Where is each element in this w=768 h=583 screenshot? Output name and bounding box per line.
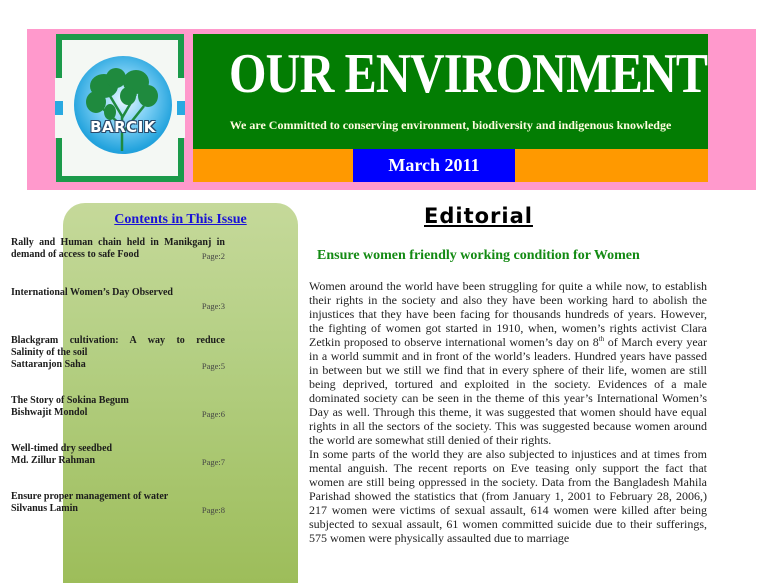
logo-frame-tab [55,101,63,115]
toc-item-page: Page:3 [201,301,225,311]
toc-item[interactable] [11,237,225,261]
toc-item-title: Ensure proper management of water [11,491,169,502]
toc-item-author: Silvanus Lamin [11,503,78,514]
title-banner [193,34,708,149]
editorial-paragraph: In some parts of the world they are also subjected to injustices and at times from mental anguish. The recent reports on Eve teasing only support the fact that women are still being oppressed in the society. Data from the Bangladesh Mahila Parishad showed the statistics that (from January 1, 2001 to February 28, 2006,) 217 women were victims of sexual assault, 614 women were killed after being subjected to sexual assault, 61 women committed suicide due to their sufferings, 575 women were physically assaulted due to marriage [309,447,707,545]
toc-item[interactable] [11,395,225,419]
editorial-section-title: Editorial [424,204,533,228]
toc-item[interactable] [11,443,225,467]
toc-item[interactable] [11,335,225,371]
toc-title[interactable]: Contents in This Issue [114,212,247,227]
globe-tree-icon [74,56,172,154]
toc-item-title: Rally and Human chain held in Manikganj in [11,237,225,248]
toc-item-page: Page:7 [201,457,225,467]
toc-item-title: Well-timed dry seedbed [11,443,113,454]
toc-item-title: Blackgram cultivation: A way to reduce [11,335,225,346]
toc-item-title: Salinity of the soil [11,347,88,358]
logo-text: BARCIK [90,118,156,136]
toc-item-title: The Story of Sokina Begum [11,395,129,406]
toc-item-author: Bishwajit Mondol [11,407,88,418]
toc-item-title: demand of access to safe Food [11,249,140,260]
toc-item[interactable] [11,287,225,311]
editorial-body [309,279,707,545]
issue-date: March 2011 [353,149,515,182]
newsletter-title: OUR ENVIRONMENT [229,43,708,105]
tagline: We are Committed to conserving environment, biodiversity and indigenous knowledge [229,118,672,132]
toc-item-page: Page:5 [201,361,225,371]
barcik-logo [56,34,184,182]
editorial-heading: Ensure women friendly working condition for Women [317,248,640,263]
toc-item-title: International Women’s Day Observed [11,287,173,298]
toc-item[interactable] [11,491,225,515]
editorial-paragraph: Women around the world have been struggling for quite a while now, to establish their rights in the society and also they have been working hard to abolish the injustices that they have been facing for thousands hundreds of years. However, the fighting of women got started in 1910, when, women’s rights activist Clara Zetkin proposed to observe international women’s day on 8th of March every year in a world summit and in front of the world’s leaders. Hundred years have passed in between but we still we find that in every sphere of their life, women are still being deprived, tortured and exploited in the society. Evidences of a male dominated society can be seen in the theme of this year’s International Women’s Day as well. Through this theme, it was suggested that women should have equal rights in all the sectors of the society. This was suggested because women around the world are somewhat still denied of their rights. [309,279,707,447]
logo-frame-tab [177,101,185,115]
toc-item-page: Page:8 [201,505,225,515]
toc-item-page: Page:6 [201,409,225,419]
toc-item-author: Md. Zillur Rahman [11,455,95,466]
toc-item-author: Sattaranjon Saha [11,359,86,370]
toc-item-page: Page:2 [201,251,225,261]
